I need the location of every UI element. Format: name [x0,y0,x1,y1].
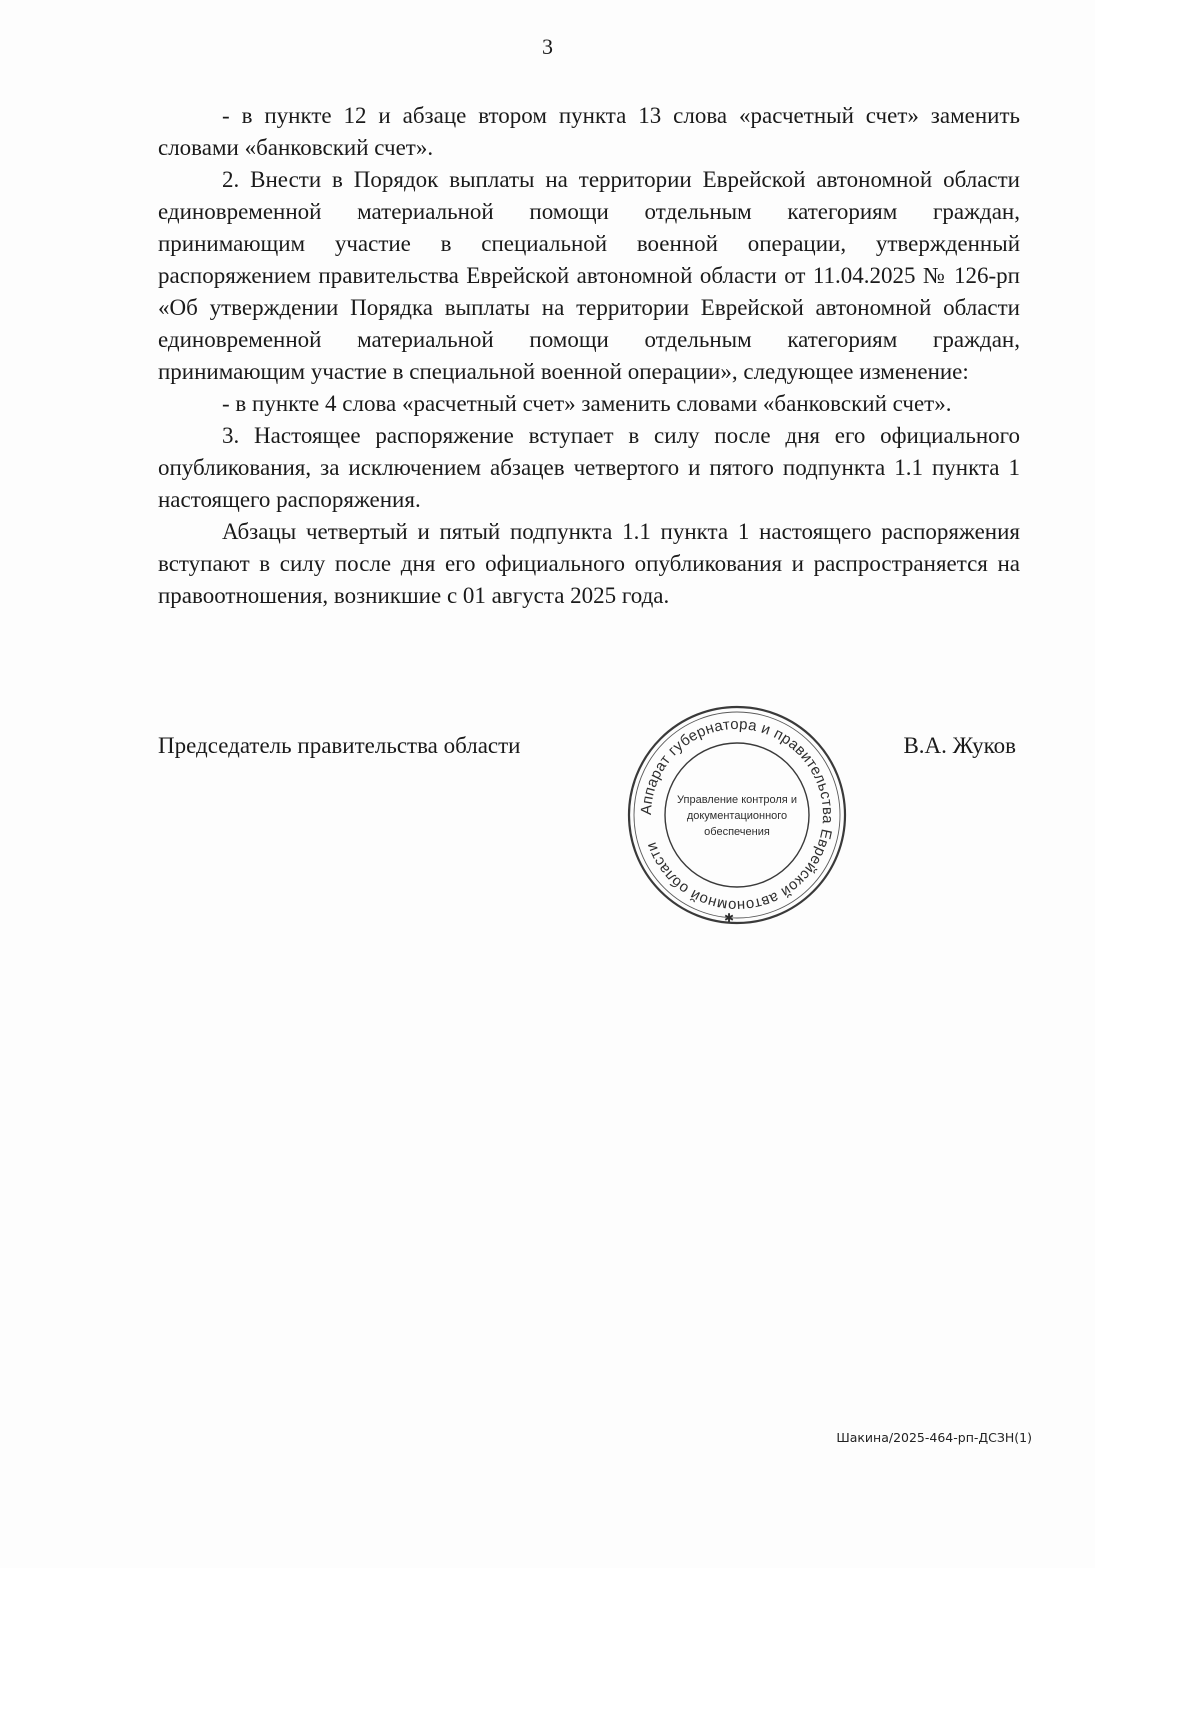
seal-inner-line-2: документационного [686,810,788,822]
seal-outer-text: Аппарат губернатора и правительства Еврейской автономной области [637,715,837,915]
document-reference-code: Шакина/2025-464-рп-ДСЗН(1) [836,1430,1032,1445]
document-body [158,100,1020,612]
seal-star-icon: ✱ [723,911,735,925]
seal-inner-line-1: Управление контроля и [677,794,797,806]
paragraph-item-12-13: - в пункте 12 и абзаце втором пункта 13 слова «расчетный счет» заменить словами «банковский счет». [158,103,1020,160]
page-number: 3 [542,34,553,59]
seal-inner-line-3: обеспечения [704,826,770,838]
signatory-title: Председатель правительства области [158,733,521,758]
paragraph-section-3: 3. Настоящее распоряжение вступает в силу после дня его официального опубликования, за исключением абзацев четвертого и пятого подпункта 1.1 пункта 1 настоящего распоряжения. [158,423,1020,512]
paragraph-effective-date: Абзацы четвертый и пятый подпункта 1.1 пункта 1 настоящего распоряжения вступают в силу после дня его официального опубликования и распространяется на правоотношения, возникшие с 01 августа 2025 года. [158,519,1020,608]
paragraph-section-2: 2. Внести в Порядок выплаты на территории Еврейской автономной области единовременной материальной помощи отдельным категориям граждан, принимающим участие в специальной военной операции, утвержденный распоряжением правительства Еврейской автономной области от 11.04.2025 № 126-рп «Об утверждении Порядка выплаты на территории Еврейской автономной области единовременной материальной помощи отдельным категориям граждан, принимающим участие в специальной военной операции», следующее изменение: [158,167,1020,384]
official-seal [622,700,852,930]
signatory-name: В.А. Жуков [903,733,1016,758]
paragraph-item-4: - в пункте 4 слова «расчетный счет» заменить словами «банковский счет». [222,391,952,416]
